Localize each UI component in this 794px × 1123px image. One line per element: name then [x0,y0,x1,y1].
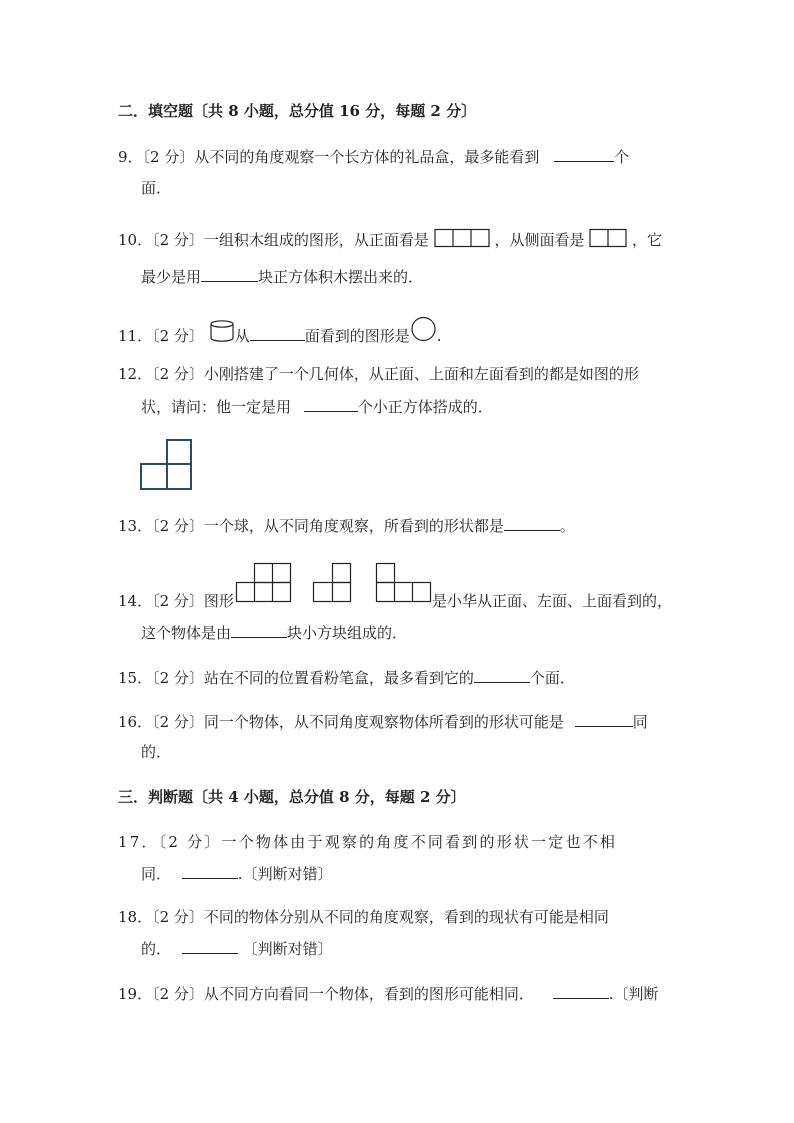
question-19 [118,983,658,1004]
question-12-cont [141,396,493,417]
section-2-heading: 二．填空题〔共 8 小题，总分值 16 分，每题 2 分〕 [118,102,477,120]
question-11 [118,318,442,346]
question-18: 18．〔2 分〕不同的物体分别从不同的角度观察，看到的现状有可能是相同 [118,908,609,926]
question-19-end: .〔判断 [608,985,659,1003]
cube-top-right [166,439,192,465]
question-10-cont [141,266,423,287]
cylinder-figure [209,320,235,342]
question-18-cont [141,938,333,959]
left-view-figure [314,564,351,602]
question-11-end: . [436,327,442,345]
question-16-text: 16．〔2 分〕同一个物体，从不同角度观察物体所看到的形状可能是 [118,713,564,731]
question-10-side-text: ，从侧面看是 [494,231,585,249]
question-14-cont-text: 这个物体是由 [141,624,232,642]
front-view-figure [237,564,291,602]
answer-blank-13[interactable] [504,515,560,531]
answer-blank-17[interactable] [182,863,238,879]
answer-blank-15[interactable] [474,667,530,683]
answer-blank-9[interactable] [554,146,614,162]
answer-blank-16[interactable] [575,711,633,727]
answer-blank-11[interactable] [250,325,305,341]
question-11-mid: 面看到的图形是 [304,327,410,345]
question-10-cont-text: 最少是用 [141,268,202,286]
question-10-text: 10．〔2 分〕一组积木组成的图形，从正面看是 [118,231,429,249]
question-11-from: 从 [234,327,250,345]
question-16 [118,711,648,732]
question-12-cont-end: 个小正方体搭成的． [357,398,493,416]
front-view-figure [434,229,490,247]
question-18-cont-end: 〔判断对错〕 [242,940,333,958]
question-19-text: 19．〔2 分〕从不同方向看同一个物体，看到的图形可能相同． [118,985,534,1003]
question-13-text: 13．〔2 分〕一个球，从不同角度观察，所看到的形状都是 [118,517,504,535]
question-14-after-figure: 是小华从正面、左面、上面看到的， [432,592,673,610]
question-17-cont-text: 同． [141,865,172,883]
question-10-end: ，它 [632,231,663,249]
question-18-cont-text: 的． [141,940,172,958]
question-15 [118,667,575,688]
l-shape-cube-figure [140,439,192,490]
top-view-figure [377,564,431,602]
question-11-text: 11．〔2 分〕 [118,327,204,345]
question-17-cont-end: .〔判断对错〕 [237,865,333,883]
circle-figure [410,318,437,342]
question-9 [118,146,629,167]
answer-blank-14[interactable] [231,622,287,638]
cube-bottom-right [166,463,192,490]
question-13-end: 。 [559,517,575,535]
question-14: 14．〔2 分〕图形 [118,592,234,610]
question-13 [118,515,575,536]
question-16-cont: 的． [141,743,172,761]
question-10-cont-end: 块正方体积木摆出来的． [258,268,424,286]
answer-blank-19[interactable] [553,983,609,999]
answer-blank-10[interactable] [201,266,258,282]
question-9-unit: 个 [614,148,630,166]
question-14-cont [141,622,407,643]
question-17-cont [141,863,333,884]
question-12-cont-text: 状，请问：他一定是用 [141,398,292,416]
answer-blank-18[interactable] [182,938,238,954]
question-9-cont: 面． [141,179,172,197]
question-10 [118,229,662,250]
question-15-end: 个面． [529,669,575,687]
question-14-cont-end: 块小方块组成的． [287,624,408,642]
cube-bottom-left [140,463,168,490]
side-view-figure [589,229,627,247]
question-15-text: 15．〔2 分〕站在不同的位置看粉笔盒，最多看到它的 [118,669,474,687]
three-view-figures [236,563,436,609]
question-9-text: 9．〔2 分〕从不同的角度观察一个长方体的礼品盒，最多能看到 [118,148,540,166]
section-3-heading: 三．判断题〔共 4 小题，总分值 8 分，每题 2 分〕 [118,788,466,806]
question-16-end: 同 [632,713,648,731]
question-17: 17．〔2 分〕一个物体由于观察的角度不同看到的形状一定也不相 [118,833,618,851]
answer-blank-12[interactable] [304,396,358,412]
question-12: 12．〔2 分〕小刚搭建了一个几何体，从正面、上面和左面看到的都是如图的形 [118,365,639,383]
